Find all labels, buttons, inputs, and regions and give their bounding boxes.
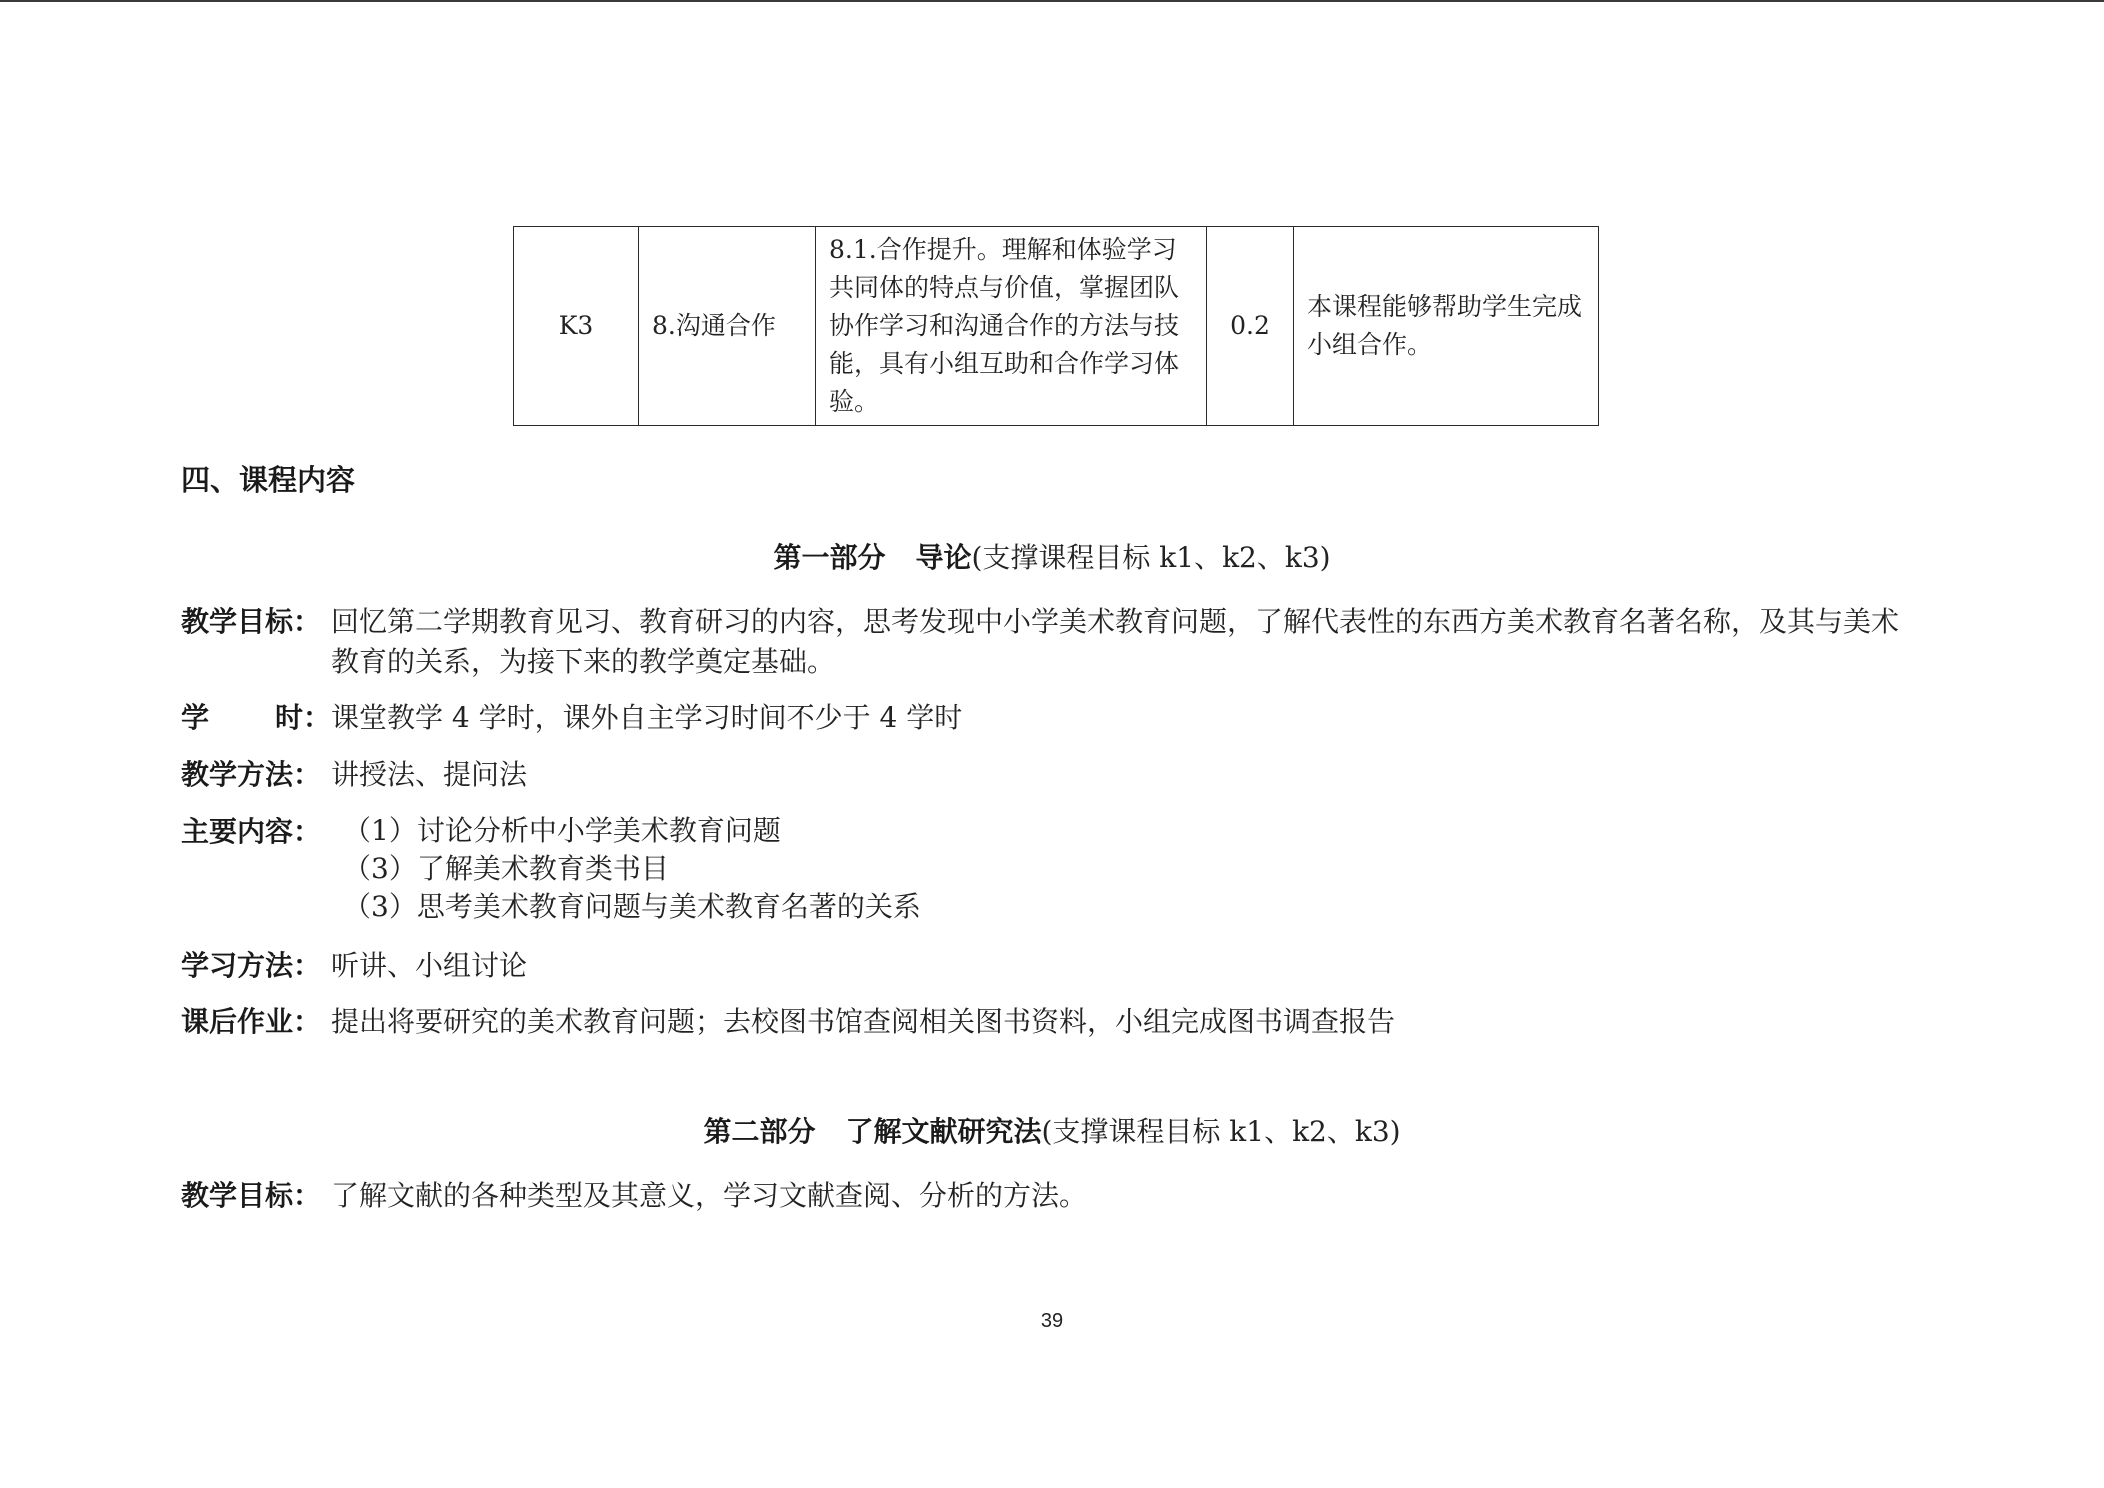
goal-label: 教学目标： [181,1179,322,1212]
part2-title [0,1110,2104,1150]
hours-text: 课堂教学 4 学时，课外自主学习时间不少于 4 学时 [331,701,963,734]
page-top-border [0,0,2104,2]
section-heading: 四、课程内容 [181,463,356,497]
part1-support: (支撑课程目标 k1、k2、k3) [971,541,1331,574]
hours-label-first: 学 [181,701,210,734]
part1-method-row [181,755,1921,795]
study-text: 听讲、小组讨论 [331,949,528,982]
graduation-requirement-cell: 8.沟通合作 [639,227,816,426]
course-objective-table [513,226,1599,426]
list-item: （1）讨论分析中小学美术教育问题 [343,814,781,847]
weight-cell: 0.2 [1207,227,1294,426]
objective-code-cell: K3 [514,227,639,426]
method-text: 讲授法、提问法 [331,758,528,791]
part1-title [0,536,2104,576]
table-row [514,227,1599,426]
goal-text: 回忆第二学期教育见习、教育研习的内容，思考发现中小学美术教育问题，了解代表性的东西方美术教育名著名称，及其与美术教育的关系，为接下来的教学奠定基础。 [331,605,1900,678]
method-label: 教学方法： [181,758,322,791]
part2-support: (支撑课程目标 k1、k2、k3) [1041,1115,1401,1148]
goal-label: 教学目标： [181,605,322,638]
part2-label: 第二部分 [703,1115,816,1148]
part1-name: 导论 [915,541,972,574]
part2-name: 了解文献研究法 [845,1115,1042,1148]
part1-hours-row [181,698,1921,738]
part1-content-row [181,812,1921,926]
indicator-point-cell: 8.1.合作提升。理解和体验学习共同体的特点与价值，掌握团队协作学习和沟通合作的方法与技能，具有小组互助和合作学习体验。 [816,227,1207,426]
hours-label-second: 时： [274,701,331,734]
part1-goal-row [181,602,1921,682]
support-description-cell: 本课程能够帮助学生完成小组合作。 [1294,227,1599,426]
part2-goal-row [181,1176,1921,1216]
content-label: 主要内容： [181,815,322,848]
goal-text: 了解文献的各种类型及其意义，学习文献查阅、分析的方法。 [331,1179,1088,1212]
study-label: 学习方法： [181,949,322,982]
part1-homework-row [181,1002,1921,1042]
part1-label: 第一部分 [773,541,886,574]
homework-label: 课后作业： [181,1005,322,1038]
hours-label [181,698,331,738]
page-number: 39 [1040,1310,1064,1332]
content-list [331,812,1921,926]
list-item: （3）思考美术教育问题与美术教育名著的关系 [343,890,921,923]
homework-text: 提出将要研究的美术教育问题；去校图书馆查阅相关图书资料，小组完成图书调查报告 [331,1005,1396,1038]
list-item: （3）了解美术教育类书目 [343,852,669,885]
part1-study-row [181,946,1921,986]
